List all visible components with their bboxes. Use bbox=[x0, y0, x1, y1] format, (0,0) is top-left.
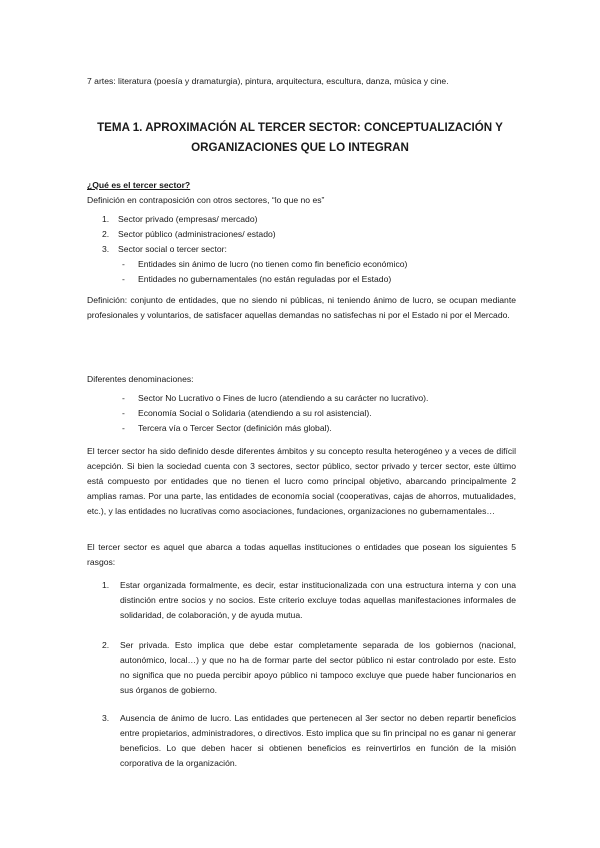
rasgo-number: 3. bbox=[102, 713, 110, 723]
list-item bbox=[87, 212, 517, 227]
list-item bbox=[87, 391, 517, 406]
dash-bullet: - bbox=[122, 274, 125, 284]
list-number: 1. bbox=[102, 214, 110, 224]
list-item bbox=[87, 242, 517, 287]
list-text: Entidades no gubernamentales (no están reguladas por el Estado) bbox=[138, 274, 392, 284]
list-text: Sector público (administraciones/ estado) bbox=[118, 229, 276, 239]
dash-bullet: - bbox=[122, 259, 125, 269]
rasgo-text: Ser privada. Esto implica que debe estar completamente separada de los gobiernos (nacional, autonómico, local…) y que no ha de formar parte del sector público ni estar controlado por este. Esto no significa que no pueda percibir apoyo público ni tampoco excluye que puede haber funcionarios en sus órganos de gobierno. bbox=[120, 640, 516, 695]
page-title bbox=[80, 118, 520, 158]
rasgo-text: Ausencia de ánimo de lucro. Las entidades que pertenecen al 3er sector no deben repartir beneficios entre propietarios, administradores, o directivos. Esto implica que su fin principal no es ganar ni generar beneficios. Lo que deben hacer si obtienen beneficios es reinvertirlos en función de la misión corporativa de la organización. bbox=[120, 713, 516, 768]
intro-line: 7 artes: literatura (poesía y dramaturgia), pintura, arquitectura, escultura, danza, música y cine. bbox=[87, 76, 449, 86]
denominations-heading: Diferentes denominaciones: bbox=[87, 374, 194, 384]
dash-bullet: - bbox=[122, 408, 125, 418]
dash-bullet: - bbox=[122, 393, 125, 403]
title-line-1: TEMA 1. APROXIMACIÓN AL TERCER SECTOR: CONCEPTUALIZACIÓN Y bbox=[97, 121, 503, 134]
rasgo-text: Estar organizada formalmente, es decir, estar institucionalizada con una estructura interna y con una distinción entre socios y no socios. Este criterio excluye todas aquellas manifestaciones informales de solidaridad, de colaboración, y de ayuda mutua. bbox=[120, 580, 516, 620]
list-item bbox=[87, 421, 517, 436]
rasgo-item-2 bbox=[87, 638, 516, 698]
sector3-sublist bbox=[87, 257, 517, 287]
list-text: Tercera vía o Tercer Sector (definición más global). bbox=[138, 423, 332, 433]
list-number: 3. bbox=[102, 244, 110, 254]
list-item bbox=[87, 272, 517, 287]
list-text: Economía Social o Solidaria (atendiendo a su rol asistencial). bbox=[138, 408, 372, 418]
rasgo-item-1 bbox=[87, 578, 516, 623]
definition-paragraph: Definición: conjunto de entidades, que no siendo ni públicas, ni teniendo ánimo de lucro, se ocupan mediante profesionales y voluntarios, de satisfacer aquellas demandas no satisfechas ni por el Estado ni por el Mercado. bbox=[87, 295, 516, 320]
rasgo-item-3 bbox=[87, 711, 516, 771]
body-paragraph-2: El tercer sector es aquel que abarca a todas aquellas instituciones o entidades que posean los siguientes 5 rasgos: bbox=[87, 542, 516, 567]
list-number: 2. bbox=[102, 229, 110, 239]
definition-intro: Definición en contraposición con otros sectores, “lo que no es” bbox=[87, 195, 325, 205]
section-heading: ¿Qué es el tercer sector? bbox=[87, 180, 191, 190]
list-item bbox=[87, 227, 517, 242]
denominations-list bbox=[87, 391, 517, 436]
list-text: Entidades sin ánimo de lucro (no tienen como fin beneficio económico) bbox=[138, 259, 408, 269]
list-text: Sector social o tercer sector: bbox=[118, 244, 227, 254]
title-line-2: ORGANIZACIONES QUE LO INTEGRAN bbox=[191, 141, 409, 154]
list-text: Sector No Lucrativo o Fines de lucro (atendiendo a su carácter no lucrativo). bbox=[138, 393, 429, 403]
sectors-list bbox=[87, 212, 517, 287]
list-item bbox=[87, 406, 517, 421]
list-text: Sector privado (empresas/ mercado) bbox=[118, 214, 258, 224]
list-item bbox=[87, 257, 517, 272]
body-paragraph-1: El tercer sector ha sido definido desde diferentes ámbitos y su concepto resulta heterogéneo y a veces de difícil acepción. Si bien la sociedad cuenta con 3 sectores, sector público, sector privado y tercer sector, este último está compuesto por entidades que no tienen el lucro como principal objetivo, abarcando principalmente 2 amplias ramas. Por una parte, las entidades de economía social (cooperativas, cajas de ahorros, mutualidades, etc.), y las entidades no lucrativas como asociaciones, fundaciones, organizaciones no gubernamentales… bbox=[87, 446, 516, 516]
rasgo-number: 2. bbox=[102, 640, 110, 650]
rasgo-number: 1. bbox=[102, 580, 110, 590]
dash-bullet: - bbox=[122, 423, 125, 433]
